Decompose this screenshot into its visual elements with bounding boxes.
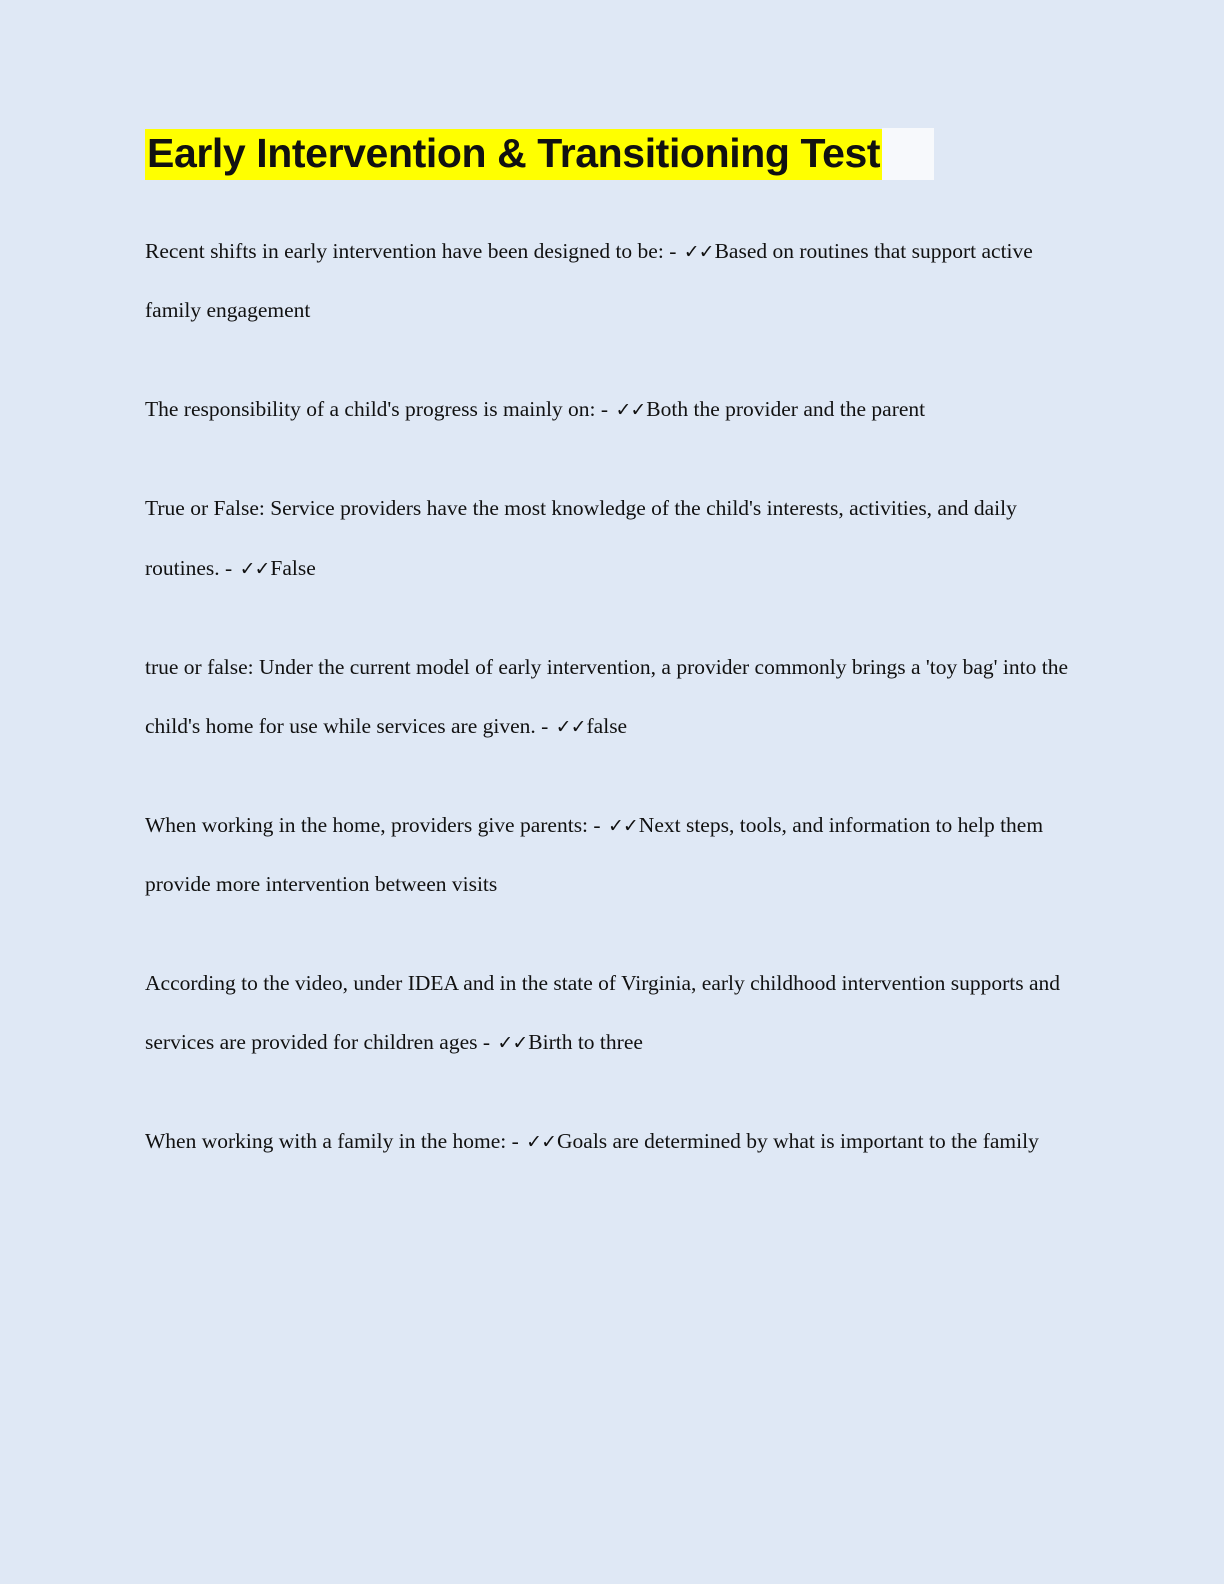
title-highlight-tail (882, 128, 934, 180)
checkmark-icon: ✓✓ (615, 399, 646, 422)
question-text: True or False: Service providers have the most knowledge of the child's interests, activities, and daily routines. - (145, 496, 1017, 580)
page-title-text: Early Intervention & Transitioning Test (145, 129, 882, 180)
checkmark-icon: ✓✓ (239, 557, 270, 580)
answer-text: False (270, 555, 316, 580)
page-title (145, 128, 1079, 180)
checkmark-icon: ✓✓ (497, 1032, 528, 1055)
question-text: true or false: Under the current model of early intervention, a provider commonly brings a 'toy bag' into the child's home for use while services are given. - (145, 654, 1069, 738)
question-text: According to the video, under IDEA and in the state of Virginia, early childhood intervention supports and services are provided for children ages - (145, 971, 1061, 1055)
checkmark-icon: ✓✓ (526, 1131, 556, 1154)
answer-text: false (586, 713, 628, 738)
answer-text: Both the provider and the parent (646, 397, 926, 422)
qa-item (145, 954, 1079, 1072)
qa-item (145, 1112, 1079, 1171)
question-text: The responsibility of a child's progress is mainly on: - (145, 397, 609, 422)
answer-text: Next steps, tools, and information to help them provide more intervention between visits (145, 812, 1044, 896)
qa-item (145, 479, 1079, 597)
question-text: Recent shifts in early intervention have been designed to be: - (145, 239, 677, 263)
question-answer-list (145, 222, 1079, 1172)
checkmark-icon: ✓✓ (683, 241, 714, 263)
qa-item (145, 638, 1079, 756)
answer-text: Birth to three (528, 1030, 643, 1055)
qa-item (145, 222, 1079, 340)
checkmark-icon: ✓✓ (607, 814, 638, 837)
answer-text: Based on routines that support active family engagement (145, 239, 1033, 323)
question-text: When working with a family in the home: - (145, 1129, 519, 1154)
checkmark-icon: ✓✓ (555, 715, 586, 738)
qa-item (145, 796, 1079, 914)
answer-text: Goals are determined by what is important to the family (557, 1129, 1039, 1154)
qa-item (145, 380, 1079, 439)
question-text: When working in the home, providers give parents: - (145, 812, 601, 837)
